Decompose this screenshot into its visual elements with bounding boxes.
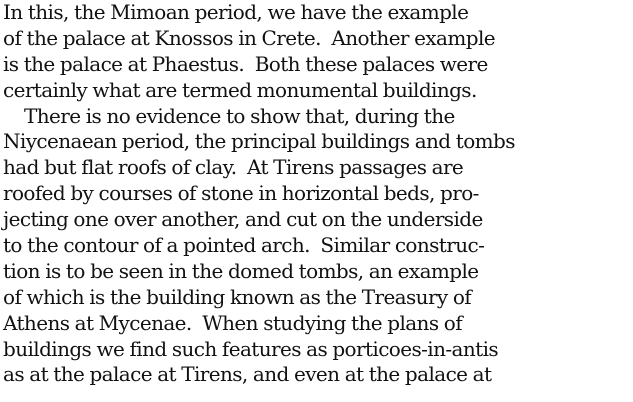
body-text xyxy=(3,0,633,388)
text-line: is the palace at Phaestus. Both these palaces were xyxy=(3,51,488,76)
text-line: as at the palace at Tirens, and even at the palace at xyxy=(3,362,492,387)
text-line: had but flat roofs of clay. At Tirens passages are xyxy=(3,155,464,180)
text-line: roofed by courses of stone in horizontal beds, pro- xyxy=(3,181,479,206)
text-line: of which is the building known as the Treasury of xyxy=(3,284,472,309)
text-line: tion is to be seen in the domed tombs, an example xyxy=(3,258,479,283)
text-line: buildings we find such features as porticoes-in-antis xyxy=(3,336,499,361)
text-line: jecting one over another, and cut on the underside xyxy=(3,207,483,232)
text-line: In this, the Mimoan period, we have the example xyxy=(3,0,469,24)
text-line: Athens at Mycenae. When studying the plans of xyxy=(3,310,463,335)
text-line: Niycenaean period, the principal buildings and tombs xyxy=(3,129,515,154)
text-line: There is no evidence to show that, during the xyxy=(3,103,455,128)
text-line: to the contour of a pointed arch. Similar construc- xyxy=(3,233,485,258)
text-line: of the palace at Knossos in Crete. Another example xyxy=(3,25,495,50)
text-line: certainly what are termed monumental buildings. xyxy=(3,77,477,102)
